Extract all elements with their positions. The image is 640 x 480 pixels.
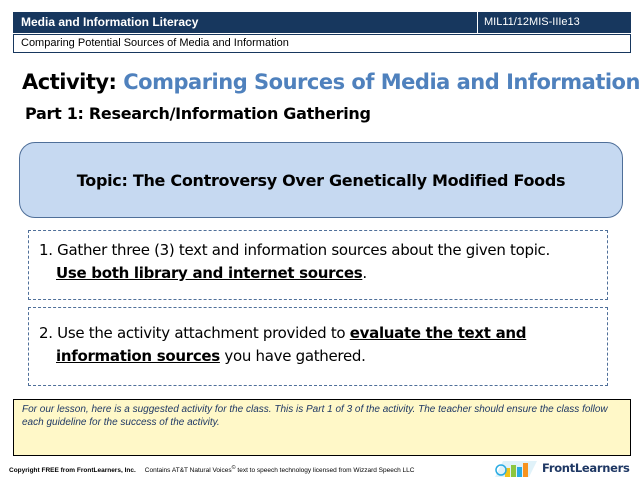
step-2-line-1: [39, 322, 599, 345]
step-2-emphasis-1: evaluate the text and: [349, 324, 527, 342]
step-2-box: [28, 307, 608, 386]
step-2-lead: 2. Use the activity attachment provided to: [39, 324, 350, 342]
brand-name: FrontLearners: [542, 461, 630, 475]
frontlearners-logo: [493, 457, 633, 479]
step-2-line-2: [39, 345, 599, 368]
course-title: Media and Information Literacy: [13, 12, 477, 33]
copyright-text: Copyright FREE from FrontLearners, Inc.: [9, 467, 136, 475]
step-2-emphasis-2: information sources: [56, 347, 220, 365]
step-1-text: 1. Gather three (3) text and information sources about the given topic.: [39, 241, 550, 259]
voices-text: Contains AT&T Natural Voices: [144, 467, 232, 475]
lesson-code: MIL11/12MIS-IIIe13: [478, 12, 631, 33]
lesson-subtitle: Comparing Potential Sources of Media and Information: [13, 34, 631, 53]
step-1-emphasis-line: [39, 262, 599, 285]
activity-heading: [22, 70, 640, 94]
footer-credits: [9, 465, 414, 474]
topic-text: Topic: The Controversy Over Genetically Modified Foods: [76, 170, 566, 190]
teacher-note: For our lesson, here is a suggested activity for the class. This is Part 1 of 3 of the activity. The teacher should ensure the class follow each guideline for the success of the activity.: [13, 399, 631, 456]
step-1-emphasis: Use both library and internet sources: [56, 264, 363, 282]
topic-box: [19, 142, 623, 218]
voices-text-tail: text to speech technology licensed from Wizzard Speech LLC: [235, 467, 415, 475]
frontlearners-logo-icon: [493, 457, 539, 479]
step-2-tail: you have gathered.: [219, 347, 366, 365]
activity-title: Comparing Sources of Media and Information: [123, 70, 640, 94]
step-1-box: [28, 230, 608, 300]
step-1-tail: .: [362, 264, 367, 282]
part-heading: Part 1: Research/Information Gathering: [25, 104, 371, 123]
activity-prefix: Activity:: [22, 70, 124, 94]
voices-copyright-mark: ©: [231, 465, 236, 471]
